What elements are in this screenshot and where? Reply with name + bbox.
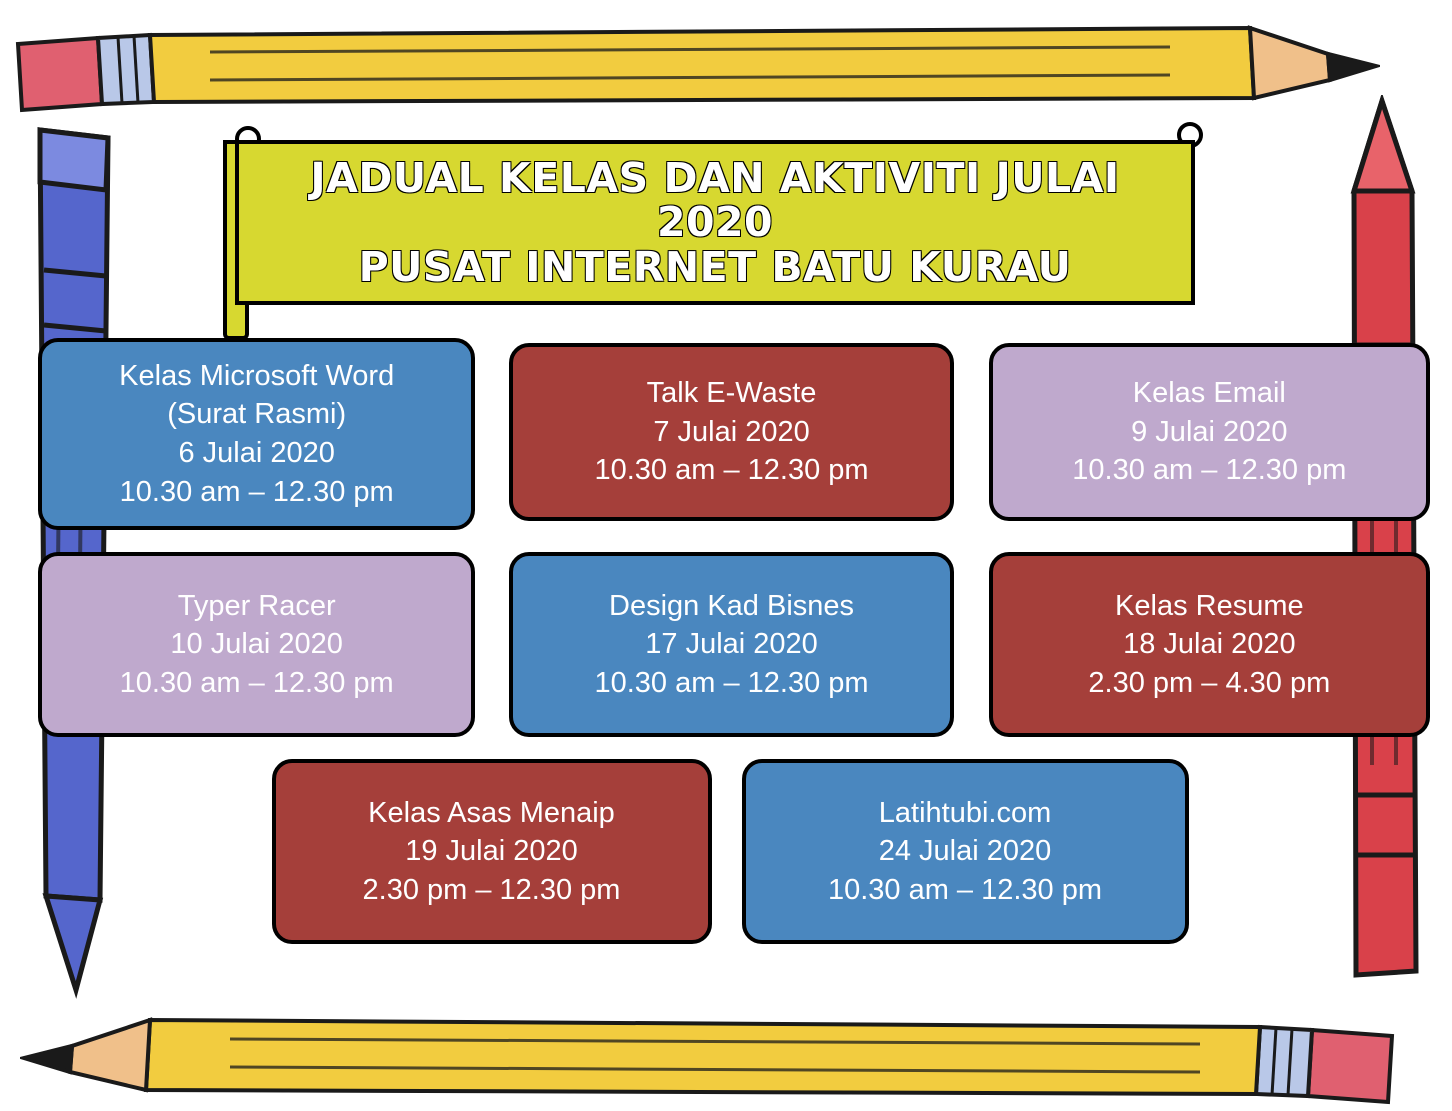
poster-title-line-3: PUSAT INTERNET BATU KURAU [358,242,1072,291]
card-kelas-microsoft-word[interactable] [38,338,475,530]
card-line: Talk E-Waste [646,377,817,410]
card-latihtubi-com[interactable] [742,759,1189,944]
card-talk-e-waste[interactable] [509,343,953,521]
card-line: 18 Julai 2020 [1123,628,1296,661]
card-line: 2.30 pm – 12.30 pm [362,873,621,906]
poster-title-line-2: 2020 [656,198,774,247]
schedule-grid [30,338,1430,966]
card-line: 9 Julai 2020 [1131,415,1288,448]
card-line: 10.30 am – 12.30 pm [1072,454,1347,487]
card-kelas-email[interactable] [989,343,1430,521]
card-line: Kelas Resume [1115,589,1304,622]
pencil-top-decoration [10,18,1380,118]
card-line: 10.30 am – 12.30 pm [827,873,1103,906]
card-line: Kelas Asas Menaip [368,796,615,829]
card-line: Design Kad Bisnes [609,589,855,622]
card-typer-racer[interactable] [38,552,475,737]
card-line: 17 Julai 2020 [645,628,818,661]
schedule-row-1 [30,338,1430,530]
card-line: 10.30 am – 12.30 pm [594,454,869,487]
card-design-kad-bisnes[interactable] [509,552,953,737]
title-banner [215,130,1215,315]
card-line: (Surat Rasmi) [167,398,347,431]
card-line: 6 Julai 2020 [178,437,335,469]
card-line: Kelas Email [1132,377,1286,410]
card-line: 10.30 am – 12.30 pm [119,475,394,508]
poster-title-line-1: JADUAL KELAS DAN AKTIVITI JULAI [310,154,1120,203]
card-line: 10 Julai 2020 [170,628,343,661]
card-line: 7 Julai 2020 [653,415,810,448]
card-kelas-resume[interactable] [989,552,1430,737]
schedule-row-2 [30,552,1430,737]
card-line: Typer Racer [177,589,336,622]
card-line: Kelas Microsoft Word [119,359,395,392]
pencil-bottom-decoration [20,1010,1400,1110]
banner-body [235,140,1195,305]
card-line: 2.30 pm – 4.30 pm [1088,666,1331,699]
card-line: 19 Julai 2020 [405,835,578,868]
card-kelas-asas-menaip[interactable] [272,759,712,944]
schedule-row-3 [30,759,1430,944]
card-line: 24 Julai 2020 [878,835,1052,868]
card-line: 10.30 am – 12.30 pm [594,666,869,699]
card-line: Latihtubi.com [878,796,1052,829]
card-line: 10.30 am – 12.30 pm [119,666,394,699]
